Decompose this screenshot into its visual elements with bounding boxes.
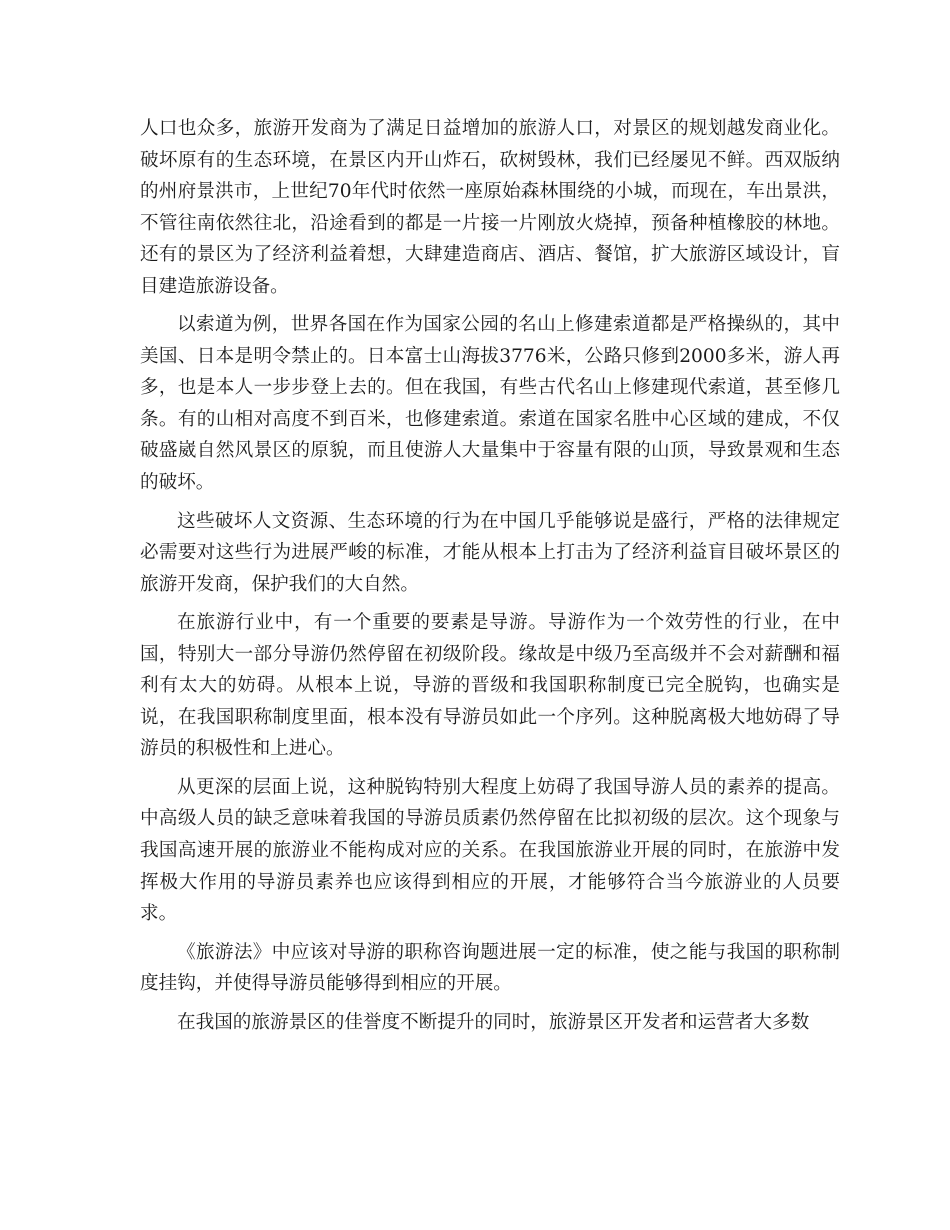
paragraph-6: 《旅游法》中应该对导游的职称咨询题进展一定的标准，使之能与我国的职称制度挂钩，并使得导游员能够得到相应的开展。 [140, 941, 840, 995]
paragraph-5: 从更深的层面上说，这种脱钩特别大程度上妨碍了我国导游人员的素养的提高。中高级人员的缺乏意味着我国的导游员质素仍然停留在比拟初级的层次。这个现象与我国高速开展的旅游业不能构成对应的关系。在我国旅游业开展的同时，在旅游中发挥极大作用的导游员素养也应该得到相应的开展，才能够符合当今旅游业的人员要求。 [140, 776, 840, 925]
paragraph-1: 人口也众多，旅游开发商为了满足日益增加的旅游人口，对景区的规划越发商业化。破坏原有的生态环境，在景区内开山炸石，砍树毁林，我们已经屡见不鲜。西双版纳的州府景洪市，上世纪70年代时依然一座原始森林围绕的小城，而现在，车出景洪，不管往南依然往北，沿途看到的都是一片接一片刚放火烧掉，预备种植橡胶的林地。还有的景区为了经济利益着想，大肆建造商店、酒店、餐馆，扩大旅游区域设计，盲目建造旅游设备。 [140, 118, 840, 297]
document-body [140, 113, 840, 1038]
paragraph-2: 以索道为例，世界各国在作为国家公园的名山上修建索道都是严格操纵的，其中美国、日本是明令禁止的。日本富士山海拔3776米，公路只修到2000多米，游人再多，也是本人一步步登上去的。但在我国，有些古代名山上修建现代索道，甚至修几条。有的山相对高度不到百米，也修建索道。索道在国家名胜中心区域的建成，不仅破盛崴自然风景区的原貌，而且使游人大量集中于容量有限的山顶，导致景观和生态的破坏。 [140, 314, 840, 494]
paragraph-3: 这些破坏人文资源、生态环境的行为在中国几乎能够说是盛行，严格的法律规定必需要对这些行为进展严峻的标准，才能从根本上打击为了经济利益盲目破坏景区的旅游开发商，保护我们的大自然。 [140, 510, 840, 595]
paragraph-4: 在旅游行业中，有一个重要的要素是导游。导游作为一个效劳性的行业，在中国，特别大一部分导游仍然停留在初级阶段。缘故是中级乃至高级并不会对薪酬和福利有太大的妨碍。从根本上说，导游的晋级和我国职称制度已完全脱钩，也确实是说，在我国职称制度里面，根本没有导游员如此一个序列。这种脱离极大地妨碍了导游员的积极性和上进心。 [140, 612, 840, 760]
paragraph-7: 在我国的旅游景区的佳誉度不断提升的同时，旅游景区开发者和运营者大多数 [177, 1011, 810, 1033]
